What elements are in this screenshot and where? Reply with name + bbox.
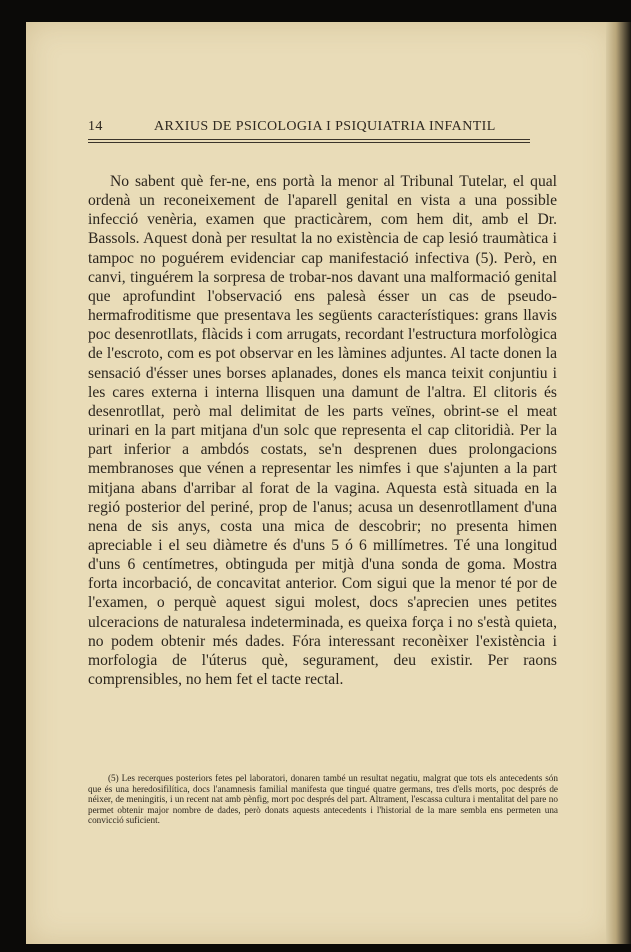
page-edge: [606, 22, 631, 944]
running-header: [88, 117, 530, 140]
footnote: [88, 773, 558, 826]
main-text: [88, 172, 557, 689]
page-number: 14: [88, 119, 103, 134]
footnote-text: (5) Les recerques posteriors fetes pel laboratori, donaren també un resultat negatiu, malgrat que tots els antecedents són que és una heredosifilítica, docs l'anamnesis familial manifesta que tingué quatre germans, tres d'ells morts, poc després de néixer, de meningitis, i un recent nat amb pènfig, mort poc després del part. Altrament, l'escassa cultura i mentalitat del pare no permet obtenir major nombre de dades, però donats aquests antecedents i l'historial de la mare sembla ens permeten una convicció suficient.: [88, 773, 558, 826]
running-title: ARXIUS DE PSICOLOGIA I PSIQUIATRIA INFANTIL: [154, 119, 496, 134]
body-paragraph: No sabent què fer-ne, ens portà la menor al Tribunal Tutelar, el qual ordenà un reconeixement de l'aparell genital en vista a una possible infecció venèria, examen que practicàrem, com hem dit, amb el Dr. Bassols. Aquest donà per resultat la no existència de cap lesió traumàtica i tampoc no poguérem evidenciar cap manifestació infectiva (5). Però, en canvi, tinguérem la sorpresa de trobar-nos davant una malformació genital que aprofundint l'observació ens palesà ésser un cas de pseudo-hermafroditisme que presentava les següents característiques: grans llavis poc desenrotllats, flàcids i com arrugats, recordant l'estructura morfològica de l'escroto, com es pot observar en les làmines adjuntes. Al tacte donen la sensació d'ésser unes borses aplanades, dones els manca teixit conjuntiu i les cares externa i interna llisquen una damunt de l'altra. El clitoris és desenrotllat, però mal delimitat de les parts veïnes, obrint-se el meat urinari en la part mitjana d'un solc que representa el cap clitoridià. Per la part inferior a ambdós costats, se'n desprenen dues prolongacions membranoses que vénen a representar les nimfes i que s'ajunten a la part mitjana abans d'arribar al forat de la vagina. Aquesta està situada en la regió posterior del periné, prop de l'anus; acusa un desenrotllament d'una nena de sis anys, costa una mica de descobrir; no presenta himen apreciable i el seu diàmetre és d'uns 5 ó 6 millímetres. Té una longitud d'uns 6 centímetres, obtinguda per mitjà d'una sonda de goma. Mostra forta incorbació, de concavitat anterior. Com sigui que la menor té por de l'examen, o perquè aquest sigui molest, docs s'aprecien unes petites ulceracions de naturalesa indeterminada, es queixa força i no s'està quieta, no podem obtenir més dades. Fóra interessant reconèixer l'existència i morfologia de l'úterus què, segurament, deu existir. Per raons comprensibles, no hem fet el tacte rectal.: [88, 173, 557, 689]
header-double-rule: [88, 142, 530, 143]
